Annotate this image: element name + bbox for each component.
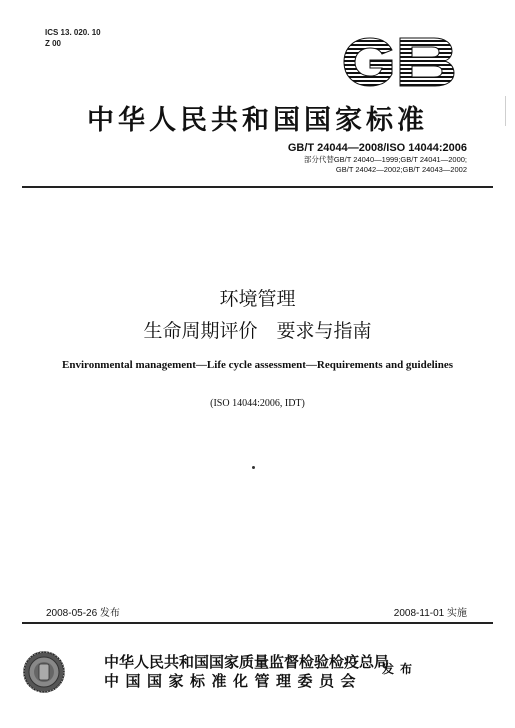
replaces-line-1: 部分代替GB/T 24040—1999;GB/T 24041—2000;	[303, 155, 467, 164]
title-cn-line-2: 生命周期评价 要求与指南	[143, 320, 372, 342]
scan-dot	[252, 466, 255, 469]
title-en: Environmental management—Life cycle assessment—Requirements and guidelines	[62, 359, 453, 371]
footer-divider	[22, 622, 493, 624]
national-standard-title: 中华人民共和国国家标准	[87, 105, 428, 136]
iso-reference: (ISO 14044:2006, IDT)	[210, 398, 305, 409]
issuer-line-1: 中华人民共和国国家质量监督检验检疫总局	[104, 653, 390, 671]
header-divider	[22, 186, 493, 188]
issue-date: 2008-05-26 发布	[46, 608, 120, 619]
implementation-date: 2008-11-01 实施	[393, 608, 467, 619]
gb-logo-icon	[340, 36, 458, 88]
replaces-line-2: GB/T 24042—2002;GB/T 24043—2002	[335, 165, 467, 174]
publish-label: 发布	[382, 662, 419, 676]
issuer-line-2: 中国国家标准化管理委员会	[104, 672, 363, 690]
standard-number: GB/T 24044—2008/ISO 14044:2006	[287, 142, 467, 154]
seal-icon	[22, 650, 66, 694]
ccs-code: Z 00	[45, 39, 62, 48]
title-cn-line-1: 环境管理	[219, 288, 296, 310]
ics-codes	[45, 27, 101, 49]
standard-number-block	[288, 142, 467, 175]
ics-code: ICS 13. 020. 10	[45, 28, 101, 37]
scan-edge-mark	[505, 96, 506, 126]
